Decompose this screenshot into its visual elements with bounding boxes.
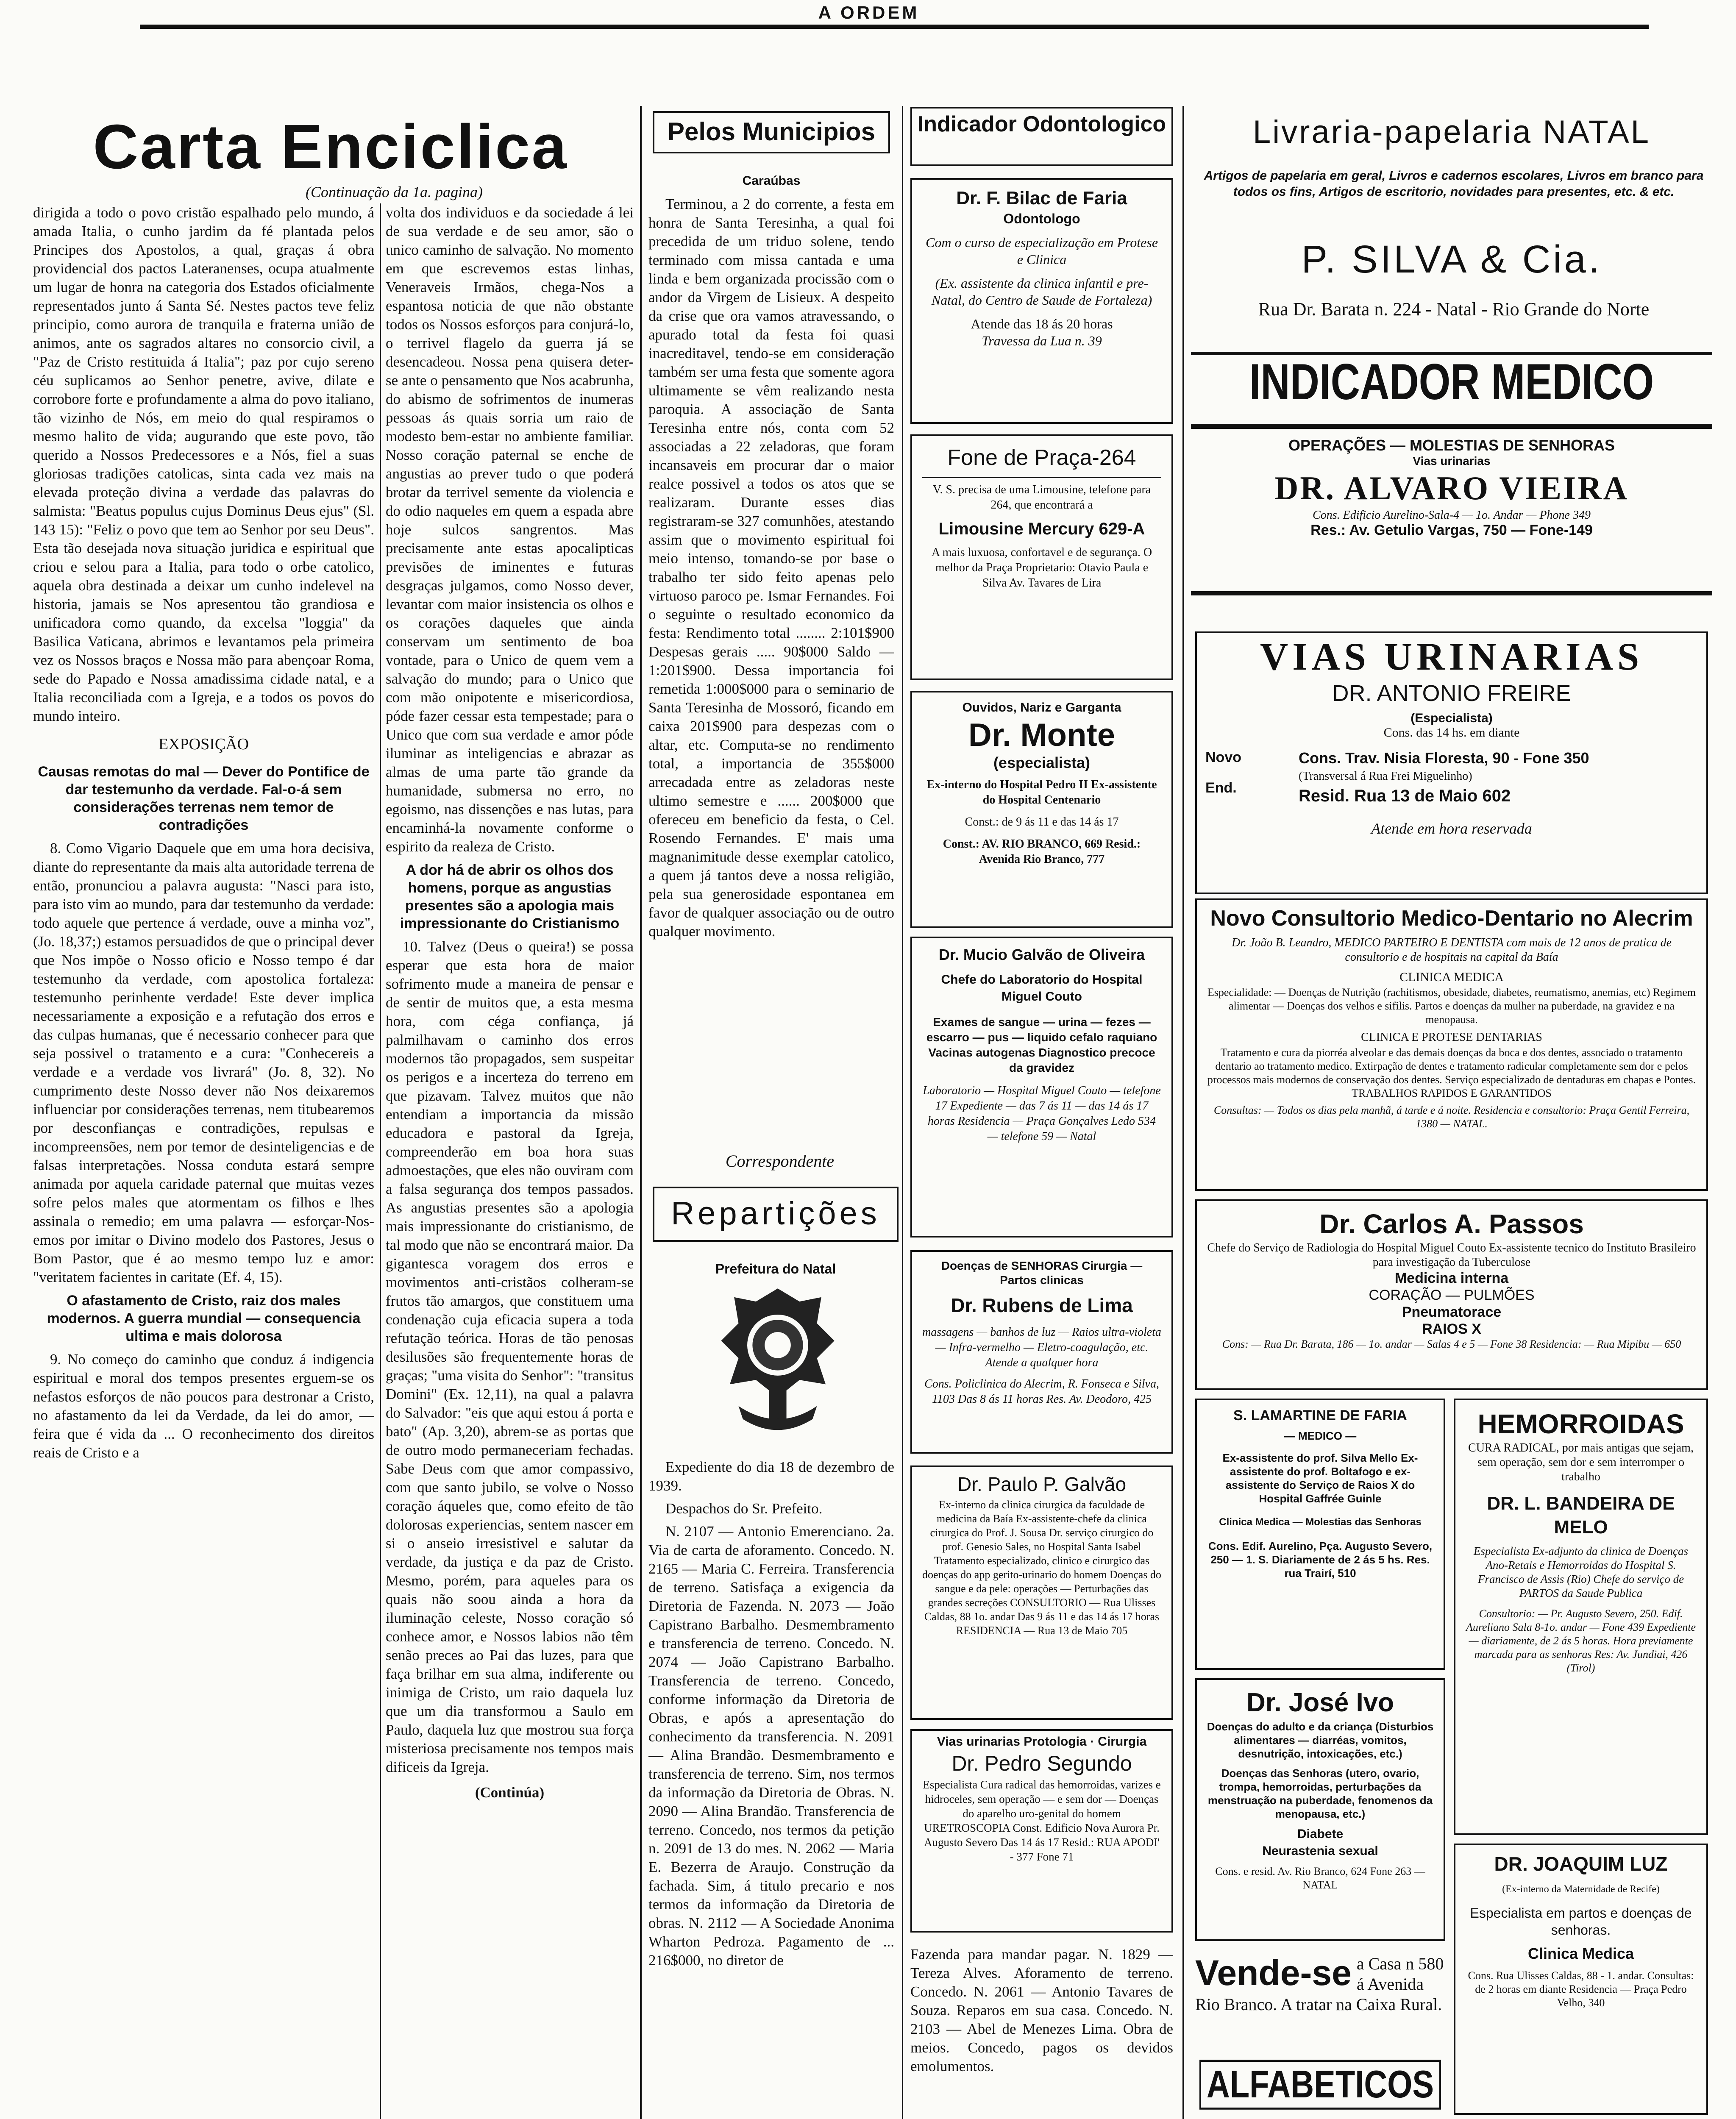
reparticoes-text: Despachos do Sr. Prefeito. xyxy=(665,1500,823,1517)
lead-column-1 xyxy=(33,203,374,2119)
reparticoes-body xyxy=(648,1458,894,2119)
reparticoes-text: N. 2107 — Antonio Emerenciano. 2a. Via de carta de aforamento. Concedo. N. 2165 — Maria C. Ferreira. Transferencia de terreno. Satisfaça a exigencia da Diretoria de Fazenda. N. 2073 — João Capistrano Barbalho. Desmembramento e transferencia de terreno. Concedo. N. 2074 — João Capistrano Barbalho. Transferencia de terreno. Concedo, conforme informação da Diretoria de Obras, e após a apresentação do conhecimento da transferencia. N. 2091 — Alina Brandão. Desmembramento e transferencia de terreno. Sim, nos termos da informação da Diretoria de Obras. N. 2090 — Alina Brandão. Transferencia de terreno. Concedo, nos termos da petição n. 2091 de 13 do mes. N. 2062 — Maria E. Bezerra de Araujo. Construção da fachada. Sim, á titulo precario e nos termos da informação da Diretoria de obras. N. 2112 — A Sociedade Anonima Wharton Pedroza. Pagamento de ... 216$000, no diretor de xyxy=(648,1523,894,1969)
reparticoes-body-continued xyxy=(910,1945,1173,2119)
lamartine-name: S. LAMARTINE DE FARIA xyxy=(1233,1407,1407,1424)
hemorroidas-text: CURA RADICAL, por mais antigas que sejam, sem operação, sem dor e sem interromper o trabalho xyxy=(1468,1441,1694,1483)
passos-ad xyxy=(1195,1199,1708,1390)
vieira-res: Res.: Av. Getulio Vargas, 750 — Fone-149 xyxy=(1310,522,1593,538)
mucio-lab: Laboratorio — Hospital Miguel Couto — telefone 17 Expediente — das 7 ás 11 — das 14 ás 17 horas Residencia — Praça Gonçalves Ledo 534 — telefone 59 — Natal xyxy=(923,1084,1161,1143)
limousine-title: Limousine Mercury 629-A xyxy=(938,520,1145,538)
ivo-text: Doenças do adulto e da criança (Disturbios alimentares — diarréas, vomitos, desnutrição, intoxicações, etc.) xyxy=(1207,1720,1434,1760)
galvao-name: Dr. Paulo P. Galvão xyxy=(957,1473,1127,1495)
livraria-text: Artigos de papelaria em geral, Livros e cadernos escolares, Livros em branco para todos os fins, Artigos de escritorio, novidades para presentes, etc. & etc. xyxy=(1204,169,1704,199)
alecrim-clinica: CLINICA MEDICA xyxy=(1399,970,1504,984)
column-divider xyxy=(902,106,903,2119)
vieira-sub: Vias urinarias xyxy=(1413,454,1491,467)
melo-addr: Consultorio: — Pr. Augusto Severo, 250. Edif. Aureliano Sala 8-1o. andar — Fone 439 Expediente — diariamente, de 2 ás 5 horas. Hora previamente marcada para as senhoras Res: Av. Jundiai, 426 (Tirol) xyxy=(1466,1607,1696,1674)
rubens-ad xyxy=(910,1250,1173,1454)
passos-spec3: Pneumatorace xyxy=(1402,1304,1502,1320)
column-divider xyxy=(380,203,381,2119)
bilac-hours: Atende das 18 ás 20 horas xyxy=(971,316,1113,331)
municipios-header-box xyxy=(653,111,890,153)
melo-ad xyxy=(1454,1399,1708,1835)
luz-ad xyxy=(1454,1844,1708,2115)
divider xyxy=(922,477,1161,478)
monte-hours: Const.: de 9 ás 11 e das 14 ás 17 xyxy=(965,815,1119,829)
passos-spec4: RAIOS X xyxy=(1422,1321,1481,1337)
masthead-title: A ORDEM xyxy=(818,3,920,22)
ivo-text2: Doenças das Senhoras (utero, ovario, trompa, hemorroidas, perturbações da menstruação na puberdade, fenomenos da menopausa, etc.) xyxy=(1207,1767,1433,1820)
ivo-neuro: Neurastenia sexual xyxy=(1262,1844,1378,1858)
municipios-text: Terminou, a 2 do corrente, a festa em honra de Santa Teresinha, a qual foi precedida de um triduo solene, tendo terminado com missa cantada e uma linda e bem organizada procissão com o andor da Virgem de Lisieux. A despeito da crise que ora vamos atravessando, o apurado total da festa foi quasi inacreditavel, tendo-se em consideração também ser uma festa que somente agora ultimamente se vêm realizando nesta paroquia. A associação de Santa Teresinha entre nós, conta com 52 associadas a 22 zeladoras, que foram incansaveis em procurar dar o maior realce possivel a todos os atos que se realizaram. Durante esses dias registraram-se 327 comunhões, atestando assim que o movimento espiritual foi meio intenso, tomando-se por base o trabalho ter sido feito apenas pelo virtuoso paroco pe. Ismar Fernandes. Foi o seguinte o resultado economico da festa: Rendimento total ........ 2:101$900 Despesas gerais ..... 90$000 Saldo — 1:201$900. Dessa importancia foi remetida 1:000$000 para o seminario de Santa Teresinha de Mossoró, ficando em caixa 201$900 para despezas com o altar, etc. Computa-se no rendimento total, a importancia de 355$000 arrecadada entre as zeladoras neste ultimo semestre e ...... 200$000 que ofereceu em beneficio da festa, o Cel. Rosendo Fernandes. E' mais uma magnanimitude desse exemplar catolico, a quem já tantos deve a nossa religião, pela sua generosidade espontanea em favor de qualquer associação ou de outro qualquer movimento. xyxy=(648,196,894,940)
luz-clinica: Clinica Medica xyxy=(1527,1945,1634,1962)
divider xyxy=(1191,591,1712,595)
vieira-ad xyxy=(1191,437,1712,589)
alecrim-addr: Consultas: — Todos os dias pela manhã, á tarde e á noite. Residencia e consultorio: Praça Gentil Ferreira, 1380 — NATAL. xyxy=(1213,1104,1690,1130)
rubens-addr: Cons. Policlinica do Alecrim, R. Fonseca e Silva, 1103 Das 8 ás 11 horas Res. Av. Deodoro, 425 xyxy=(924,1377,1159,1406)
monte-ad xyxy=(910,691,1173,928)
silva-addr: Rua Dr. Barata n. 224 - Natal - Rio Grande do Norte xyxy=(1258,299,1650,320)
bilac-sub: Odontologo xyxy=(1003,211,1080,226)
lamartine-addr: Cons. Edif. Aurelino, Pça. Augusto Severo, 250 — 1. S. Diariamente de 2 ás 5 hs. Res. rua Trairí, 510 xyxy=(1208,1540,1433,1580)
alecrim-text: Dr. João B. Leandro, MEDICO PARTEIRO E DENTISTA com mais de 12 anos de pratica de consultorio e de hospitais na capital da Baía xyxy=(1232,936,1672,964)
melo-text: Especialista Ex-adjunto da clinica de Doenças Ano-Retais e Hemorroidas do Hospital S. Francisco de Assis (Rio) Chefe do serviço de PARTOS da Saude Publica xyxy=(1473,1545,1689,1599)
luz-text: (Ex-interno da Maternidade de Recife) xyxy=(1502,1884,1660,1895)
monte-name: Dr. Monte xyxy=(968,717,1116,753)
freire-end: End. xyxy=(1205,780,1237,796)
freire-name: DR. ANTONIO FREIRE xyxy=(1332,681,1571,706)
subhead: A dor há de abrir os olhos dos homens, porque as angustias presentes são a apologia mais impressionante do Cristianismo xyxy=(400,862,620,932)
vias-title: VIAS URINARIAS xyxy=(1260,635,1644,678)
freire-hours: Cons. das 14 hs. em diante xyxy=(1383,726,1520,740)
alecrim-text3: Tratamento e cura da piorréa alveolar e das demais doenças da boca e dos dentes, associado o tratamento dentario ao tratamento medico. Extirpação de dentes e tratamento radicular completamente sem dor e pelos processos mais modernos de conservação dos dentes. Serviço especializado de dentaduras em chapas e Pontes. TRABALHOS RAPIDOS E GARANTIDOS xyxy=(1207,1046,1696,1099)
galvao-text: Ex-interno da clinica cirurgica da faculdade de medicina da Baía Ex-assistente-chefe da clinica cirurgica do Prof. J. Sousa Dr. serviço cirurgico do prof. Genesio Sales, no Hospital Santa Isabel Tratamento especializado, clinico e cirurgico das doenças do app gerito-urinario do homem Doenças do sangue e da pele: operações — Perturbações das grandes secreções CONSULTORIO — Rua Ulisses Caldas, 88 1o. andar Das 9 ás 11 e das 14 ás 17 horas RESIDENCIA — Rua 13 de Maio 705 xyxy=(922,1499,1161,1637)
reparticoes-text: Fazenda para mandar pagar. N. 1829 — Tereza Alves. Aforamento de terreno. Concedo. N. 2061 — Antonio Tavares de Souza. Reparos em sua casa. Concedo. N. 2103 — Abel de Menezes Lima. Obra de meios. Concedo, pagos os devidos emolumentos. xyxy=(910,1946,1173,2075)
subhead: Causas remotas do mal — Dever do Pontifice de dar testemunho da verdade. Fal-o-á sem considerações terrenas nem temor de contradições xyxy=(38,764,370,833)
vende1-big: Vende-se xyxy=(1195,1953,1352,1993)
rubens-head: Doenças de SENHORAS Cirurgia — Partos clinicas xyxy=(941,1259,1143,1287)
mucio-ad xyxy=(910,937,1173,1237)
freire-cons: Cons. Trav. Nisia Floresta, 90 - Fone 350 xyxy=(1299,749,1589,767)
monte-head: Ouvidos, Nariz e Garganta xyxy=(962,701,1121,715)
continua-label: (Continúa) xyxy=(475,1784,545,1801)
passos-spec2: CORAÇÃO — PULMÕES xyxy=(1369,1287,1535,1303)
bilac-text: Com o curso de especialização em Protese e Clinica xyxy=(925,235,1158,267)
subhead: O afastamento de Cristo, raiz dos males modernos. A guerra mundial — consequencia ultima e mais dolorosa xyxy=(47,1293,361,1344)
fone-text: V. S. precisa de uma Limousine, telefone para 264, que encontrará a xyxy=(932,483,1151,512)
rubens-name: Dr. Rubens de Lima xyxy=(951,1294,1133,1316)
passos-spec: Medicina interna xyxy=(1394,1270,1509,1286)
passos-name: Dr. Carlos A. Passos xyxy=(1319,1209,1584,1239)
freire-res: Resid. Rua 13 de Maio 602 xyxy=(1299,787,1511,805)
ivo-diabete: Diabete xyxy=(1297,1827,1344,1841)
rubens-text: massagens — banhos de luz — Raios ultra-violeta — Infra-vermelho — Eletro-coagulação, etc. Atende a qualquer hora xyxy=(922,1326,1161,1369)
fone-title: Fone de Praça-264 xyxy=(947,445,1136,470)
exposicao-heading: EXPOSIÇÃO xyxy=(158,735,249,753)
alecrim-ad xyxy=(1195,898,1708,1191)
luz-name: DR. JOAQUIM LUZ xyxy=(1494,1853,1668,1875)
ivo-ad xyxy=(1195,1678,1445,1941)
lamartine-text: Ex-assistente do prof. Silva Mello Ex-assistente do prof. Boltafogo e ex-assistente do Serviço de Raios X do Hospital Gaffrée Guinle xyxy=(1222,1452,1418,1505)
mucio-exams: Exames de sangue — urina — fezes — escarro — pus — liquido cefalo raquiano Vacinas autogenas Diagnostico precoce da gravidez xyxy=(926,1015,1157,1074)
segundo-head: Vias urinarias Protologia · Cirurgia xyxy=(937,1735,1147,1749)
lead-column-2 xyxy=(386,203,634,2119)
vieira-name: DR. ALVARO VIEIRA xyxy=(1274,470,1629,506)
masthead-rule xyxy=(140,25,1649,29)
alecrim-text2: Especialidade: — Doenças de Nutrição (rachitismos, obesidade, diabetes, reumatismo, anemias, etc) Regimem alimentar — Doenças dos velhos e sifilis. Partos e doenças da mulher na puberdade, na gravidez e na menopausa. xyxy=(1207,986,1696,1026)
bilac-addr: Travessa da Lua n. 39 xyxy=(982,333,1102,348)
reparticoes-text: Expediente do dia 18 de dezembro de 1939. xyxy=(648,1459,894,1494)
vende1-ad xyxy=(1195,1954,1445,2060)
melo-name: DR. L. BANDEIRA DE MELO xyxy=(1487,1493,1675,1538)
livraria-title: Livraria-papelaria NATAL xyxy=(1253,114,1650,150)
freire-spec: (Especialista) xyxy=(1410,711,1493,725)
lead-headline: Carta Enciclica xyxy=(93,112,568,182)
municipios-place: Caraúbas xyxy=(742,174,801,188)
mucio-text: Chefe do Laboratorio do Hospital Miguel Couto xyxy=(941,973,1143,1004)
freire-address-block xyxy=(1197,748,1706,820)
segundo-name: Dr. Pedro Segundo xyxy=(951,1752,1132,1775)
galvao-ad xyxy=(910,1466,1173,1720)
silva-name: P. SILVA & Cia. xyxy=(1301,238,1602,281)
lead-paragraph: 10. Talvez (Deus o queira!) se possa esperar que esta hora de maior sofrimento mude a maneira de pensar e de sentir de muitos que, a esta mesma hora, com céga confiança, já palmilhavam o caminho dos erros modernos tão propagados, sem suspeitar os perigos e a incerteza do terreno em que pizavam. Talvez muitos que não entendiam a importancia da missão educadora e pastoral da Igreja, compreenderão em boa hora suas admoestações, que eles não ouviram com a falsa segurança dos tempos passados. As angustias presentes são a apologia mais impressionante do cristianismo, de tal modo que não se encontrará maior. Da gigantesca voragem dos erros e movimentos anti-cristãos colheram-se frutos tão amargos, que constituem uma condenação cuja eficacia supera a toda refutação teórica. Horas de tão penosas desilusões são frequentemente horas de graças; "uma visita do Senhor": "transitus Domini" (Ex. 12,11), na qual a palavra do Salvador: "eis que aqui estou á porta e bato" (Ap. 3,20), abrem-se as portas que de outro modo permaneceriam fechadas. Sabe Deus com que amor compassivo, com que santo jubilo, se volve o Nosso coração áqueles que, como efeito de tão dolorosas experiencias, sentem nascer em si o anseio irresistivel e salutar da verdade, da justiça e da paz de Cristo. Mesmo, porém, para aqueles para os quais não soou ainda a hora da iluminação celeste, Nosso coração só conhece amor, e Nossos labios não têm senão preces ao Pai das luzes, para que faça brilhar em sua alma, indiferente ou inimiga de Cristo, um raio daquela luz que um dia transformou a Saulo em Paulo, daquela luz que mostrou sua força misteriosa precisamente nos tempos mais dificeis da Igreja. xyxy=(386,938,634,1775)
hemorroidas-title: HEMORROIDAS xyxy=(1477,1409,1684,1439)
reparticoes-sub: Prefeitura do Natal xyxy=(715,1261,836,1276)
ivo-name: Dr. José Ivo xyxy=(1246,1688,1394,1717)
segundo-ad xyxy=(910,1729,1173,1933)
bilac-text2: (Ex. assistente da clinica infantil e pre-Natal, do Centro de Saude de Fortaleza) xyxy=(931,275,1152,308)
lead-paragraph: volta dos individuos e da sociedade á lei de sua verdade e de seu amor, são o unico caminho de salvação. No momento em que escrevemos estas linhas, Veneraveis Irmãos, chega-Nos a espantosa noticia de que não obstante todos os Nossos esforços para conjurá-lo, o terrivel flagelo da guerra já se desencadeou. Nossa pena quisera deter-se ante o pensamento que Nos acabrunha, do abismo de sofrimentos de inumeras pessoas ás quais sorria um raio de modesto bem-estar no ambiente familiar. Nosso coração paternal se enche de angustias ao prever tudo o que poderá brotar da terrivel semente da violencia e do odio naqueles em quem a espada abre hoje sulcos sangrentos. Mas precisamente ante estas apocalipticas previsões de iminentes e futuras desgraças julgamos, como Nosso dever, levantar com maior insistencia os olhos e os corações daqueles que ainda conservam um sentimento de boa vontade, para o Unico de quem vem a salvação do mundo; para o Unico que com mão onipotente e misericordiosa, póde fazer cessar esta tempestade; para o Unico que com sua verdade e amor póde iluminar as inteligencias e abrazar as almas de uma parte tão grande da humanidade, submersa no erro, no egoismo, nas dissenções e nas lutas, para encaminhá-la novamente conforme o espirito da realeza de Cristo. xyxy=(386,204,634,855)
monte-addr: Const.: AV. RIO BRANCO, 669 Resid.: Avenida Rio Branco, 777 xyxy=(943,837,1141,866)
vieira-head: OPERAÇÕES — MOLESTIAS DE SENHORAS xyxy=(1288,437,1615,454)
divider xyxy=(1191,424,1712,429)
monte-spec: (especialista) xyxy=(993,754,1091,771)
indicador-odontologico-title: Indicador Odontologico xyxy=(917,112,1166,136)
vende1-text: a Casa n 580 á Avenida Rio Branco. A tratar na Caixa Rural. xyxy=(1195,1954,1444,2014)
alfabeticos-title: ALFABETICOS xyxy=(1199,2060,1441,2110)
lamartine-spec: Clinica Medica — Molestias das Senhoras xyxy=(1219,1516,1422,1528)
segundo-text: Especialista Cura radical das hemorroidas, varizes e hidroceles, sem operação — e sem dor — Doenças do aparelho uro-genital do homem URETROSCOPIA Const. Edificio Nova Aurora Pr. Augusto Severo Das 14 ás 17 Resid.: RUA APODI' - 377 Fone 71 xyxy=(923,1778,1161,1863)
lamartine-sub: — MEDICO — xyxy=(1284,1429,1357,1442)
lead-continuation: (Continuação da 1a. pagina) xyxy=(306,184,483,200)
luz-addr: Cons. Rua Ulisses Caldas, 88 - 1. andar. Consultas: de 2 horas em diante Residencia — Praça Pedro Velho, 340 xyxy=(1468,1969,1694,2009)
lead-paragraph: 9. No começo do caminho que conduz á indigencia espiritual e moral dos tempos presentes erguem-se os nefastos esforços de não poucos para destronar a Cristo, no afastamento da lei da Verdade, da lei do amor, — feira que é vida da ... O reconhecimento dos direitos reais de Cristo e a xyxy=(33,1351,374,1461)
limousine-text: A mais luxuosa, confortavel e de segurança. O melhor da Praça Proprietario: Otavio Paula e Silva Av. Tavares de Lira xyxy=(931,546,1152,590)
municipios-signature: Correspondente xyxy=(725,1151,835,1171)
bilac-name: Dr. F. Bilac de Faria xyxy=(956,188,1127,209)
lead-paragraph: 8. Como Vigario Daquele que em uma hora decisiva, diante do representante da mais alta autoridade terrena de então, pronunciou a palavra augusta: "Nasci para isto, para isto vim ao mundo, para dar testemunho da verdade: todo aquele que pertence á verdade, ouve a minha voz", (Jo. 18,37;) estamos persuadidos de que o principal dever que Nos impõe o Nosso oficio e Nosso tempo é dar testemunho da verdade, com apostolica fortaleza: testemunho perinhente verdade! Este dever implica necessariamente a exposição e a refutação dos erros e das culpas humanas, que é necessario conhecer para que seja possivel o tratamento e a cura: "Conhecereis a verdade e a verdade vos livrará" (Jo. 8, 32). No cumprimento deste Nosso dever não Nos deixaremos influenciar por considerações terrenas, nem titubearemos por desconfianças e contradições, repulsas e incompreensões, nem por temor de desinteligencias e de falsas interpretações. Nossa conduta estará sempre animada por aquela caridade paternal que muitas vezes sofre pelos males que atormentam os filhos e lhes assinala o remedio; em uma palavra — esforçar-Nos-emos por imitar o Divino modelo dos Pastores, Jesus o Bom Pastor, que é ao mesmo tempo luz e amor: "veritatem facientes in caritate (Ef. 4, 15). xyxy=(33,840,374,1285)
freire-note: Atende em hora reservada xyxy=(1371,820,1532,837)
municipios-body xyxy=(648,195,894,1144)
monte-text: Ex-interno do Hospital Pedro II Ex-assistente do Hospital Centenario xyxy=(926,778,1157,806)
passos-addr: Cons: — Rua Dr. Barata, 186 — 1o. andar — Salas 4 e 5 — Fone 38 Residencia: — Rua Mipibu — 650 xyxy=(1222,1338,1681,1350)
alecrim-title: Novo Consultorio Medico-Dentario no Alecrim xyxy=(1210,906,1693,931)
bilac-ad xyxy=(910,178,1173,424)
freire-ad xyxy=(1195,631,1708,894)
freire-novo: Novo xyxy=(1205,749,1241,765)
indicador-odontologico-box xyxy=(910,107,1173,166)
natal-crest-icon xyxy=(712,1284,843,1441)
passos-text: Chefe do Serviço de Radiologia do Hospital Miguel Couto Ex-assistente tecnico do Instituto Brasileiro para investigação da Tuberculose xyxy=(1207,1241,1696,1269)
luz-spec: Especialista em partos e doenças de senhoras. xyxy=(1470,1905,1692,1938)
lamartine-ad xyxy=(1195,1399,1445,1670)
column-divider xyxy=(640,106,642,2119)
column-divider xyxy=(1182,106,1184,2119)
alecrim-clinica2: CLINICA E PROTESE DENTARIAS xyxy=(1361,1031,1542,1044)
municipios-header: Pelos Municipios xyxy=(667,117,876,146)
fone-ad xyxy=(910,434,1173,680)
indicador-medico-title: INDICADOR MEDICO xyxy=(1249,353,1654,411)
freire-trav: (Transversal á Rua Frei Miguelinho) xyxy=(1299,770,1472,783)
reparticoes-header-box xyxy=(653,1187,899,1242)
reparticoes-header: Repartições xyxy=(671,1196,880,1232)
ivo-addr: Cons. e resid. Av. Rio Branco, 624 Fone 263 — NATAL xyxy=(1215,1865,1425,1891)
lead-paragraph: dirigida a todo o povo cristão espalhado pelo mundo, á amada Italia, o cunho jardim da fé plantada pelos Principes dos Apostolos, a qual, graças á obra providencial dos pactos Lateranenses, ocupa atualmente um lugar de honra na categoria dos Estados oficialmente representados junto á Santa Sé. Nestes pactos teve feliz principio, como aurora de tranquila e fraterna união de animos, ante os sagrados altares no consorcio civil, a "Paz de Cristo restituida á Italia"; paz por cujo sereno céu suplicamos ao Senhor penetre, avive, dilate e corrobore forte e profundamente a alma do povo italiano, tão vizinho de Nós, em meio do qual respiramos o mesmo halito de vida; augurando que este povo, tão querido a Nossos Predecessores e a Nós, fiel a suas gloriosas tradições catolicas, sinta cada vez mais na elevada proteção divina a verdade das palavras do salmista: "Beatus populus cujus Dominus Deus ejus" (Sl. 143 15): "Feliz o povo que tem ao Senhor por seu Deus". Esta tão desejada nova situação juridica e espiritual que criou e selou para a Italia, para todo o orbe catolico, aquela obra destinada a deixar um cunho indelevel na historia, jamais se Nos apresentou tão grandiosa e unificadora como quando, da excelsa "loggia" da Basilica Vaticana, abrimos e levantamos pela primeira vez os Nossos braços e Nossa mão para abençoar Roma, sede do Papado e Nossa amadissima cidade natal, e a Italia reconciliada com a Igreja, e a todos os povos do mundo inteiro. xyxy=(33,204,374,724)
mucio-name: Dr. Mucio Galvão de Oliveira xyxy=(938,946,1145,963)
vieira-addr: Cons. Edificio Aurelino-Sala-4 — 1o. Andar — Phone 349 xyxy=(1313,509,1591,522)
